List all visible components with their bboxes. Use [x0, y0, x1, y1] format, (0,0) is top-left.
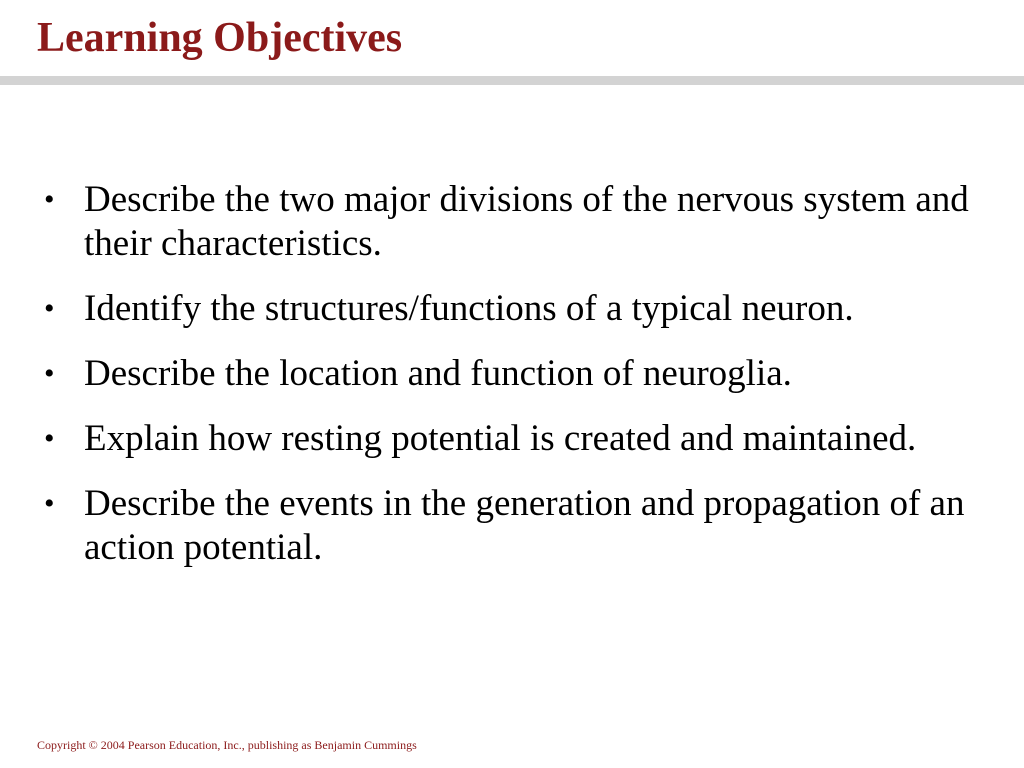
objective-text: Identify the structures/functions of a typical neuron. — [84, 288, 854, 329]
bullet-icon: • — [44, 487, 55, 520]
objective-text: Describe the two major divisions of the nervous system and their characteristics. — [84, 179, 969, 264]
bullet-icon: • — [44, 183, 55, 216]
objective-text: Describe the location and function of neuroglia. — [84, 353, 792, 394]
objective-item — [40, 287, 1000, 331]
objective-item — [40, 417, 1000, 461]
objective-item — [40, 178, 1000, 266]
bullet-icon: • — [44, 422, 55, 455]
bullet-icon: • — [44, 357, 55, 390]
objective-item — [40, 482, 1000, 570]
objective-item — [40, 352, 1000, 396]
copyright-footer: Copyright © 2004 Pearson Education, Inc., publishing as Benjamin Cummings — [37, 738, 417, 752]
bullet-icon: • — [44, 292, 55, 325]
slide-title: Learning Objectives — [37, 15, 403, 61]
objective-text: Explain how resting potential is created and maintained. — [84, 418, 917, 459]
objective-text: Describe the events in the generation and propagation of an action potential. — [84, 483, 965, 568]
title-divider — [0, 76, 1024, 85]
objectives-list — [40, 178, 1000, 591]
